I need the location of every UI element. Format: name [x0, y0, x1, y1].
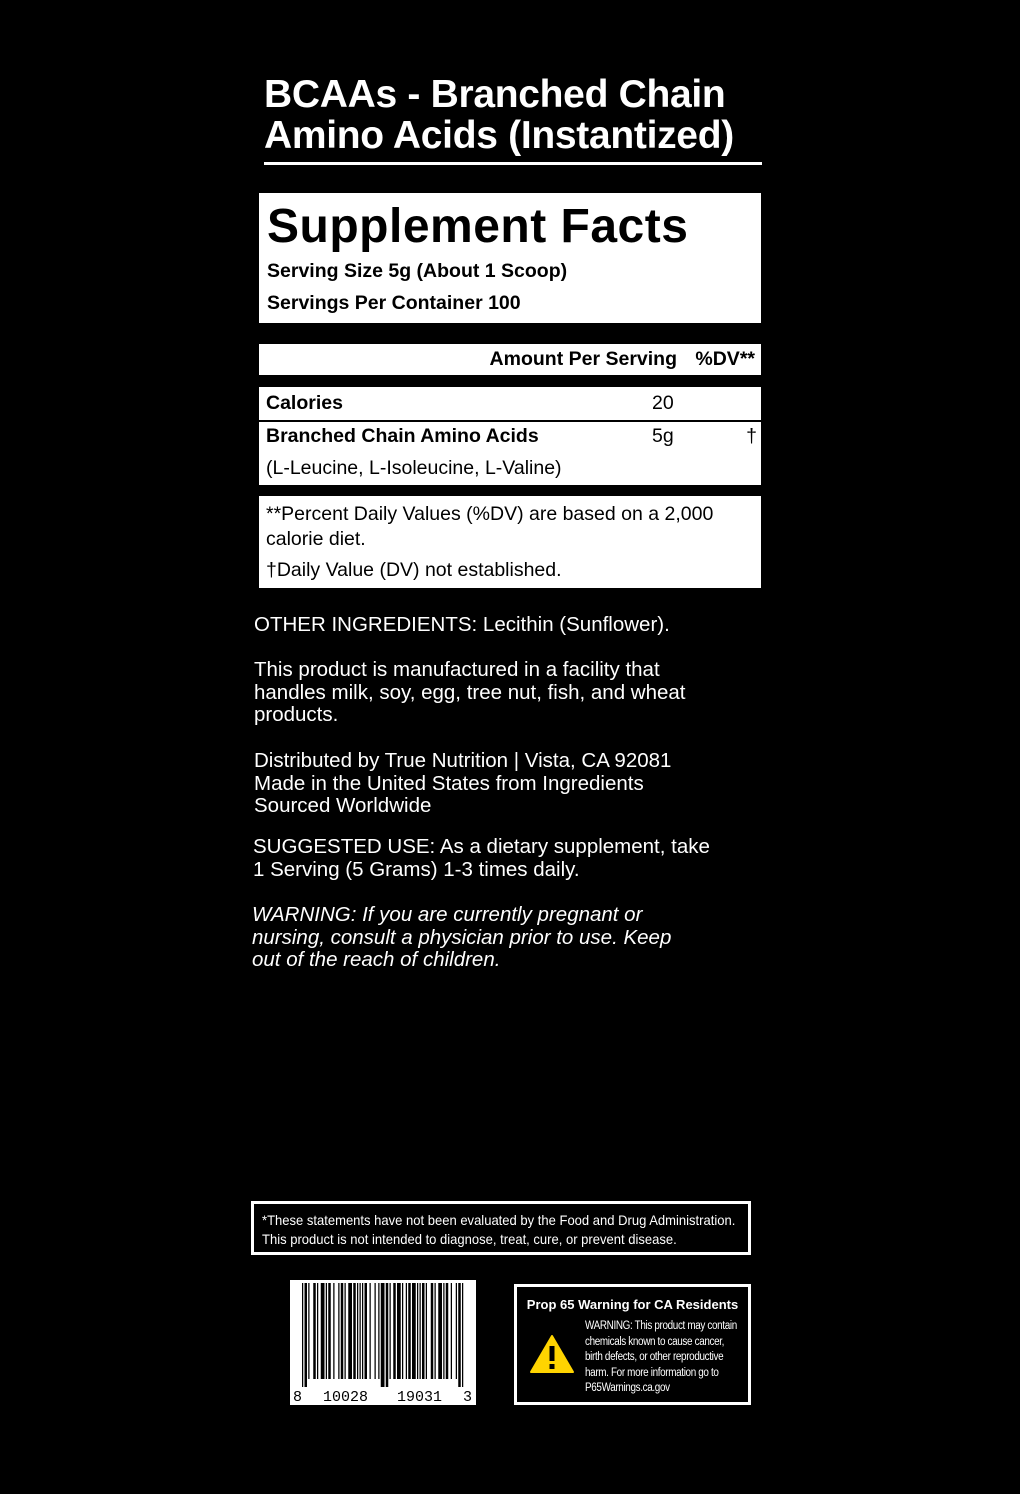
- barcode-bar: [435, 1283, 436, 1379]
- prop65-text: [585, 1319, 737, 1397]
- barcode-digit: 19031: [397, 1389, 443, 1405]
- barcode-bar: [426, 1283, 427, 1379]
- barcode-bar: [406, 1283, 407, 1379]
- distributor-line: Distributed by True Nutrition | Vista, CA 92081: [254, 749, 672, 772]
- nutrient-table: [259, 387, 761, 485]
- prop65-line: harm. For more information go to: [585, 1366, 719, 1379]
- barcode-bar: [375, 1283, 376, 1379]
- barcode-bar: [422, 1283, 425, 1379]
- product-title-line1: BCAAs - Branched Chain: [264, 73, 726, 116]
- barcode-bar: [353, 1283, 356, 1379]
- barcode-bar: [313, 1283, 316, 1379]
- amount-per-serving-header: Amount Per Serving: [489, 348, 677, 370]
- facts-footnotes: [259, 496, 761, 588]
- barcode-bar: [386, 1283, 389, 1387]
- suggested-use: [253, 836, 773, 881]
- barcode-graphic: [290, 1280, 476, 1405]
- product-title-line2: Amino Acids (Instantized): [264, 114, 734, 157]
- barcode-bar: [362, 1283, 363, 1379]
- supplement-facts-heading: Supplement Facts: [267, 200, 689, 253]
- distributor-line: Sourced Worldwide: [254, 794, 432, 817]
- warning-line: out of the reach of children.: [252, 948, 501, 971]
- barcode-bar: [408, 1283, 411, 1379]
- nutrient-amount: 5g: [652, 425, 674, 447]
- dv-header: %DV**: [695, 348, 755, 370]
- distributor-line: Made in the United States from Ingredients: [254, 771, 644, 795]
- barcode-bar: [302, 1283, 303, 1387]
- fda-disclaimer-line: This product is not intended to diagnose, treat, cure, or prevent disease.: [262, 1231, 677, 1247]
- suggested-use-line: SUGGESTED USE: As a dietary supplement, take: [253, 835, 710, 858]
- prop65-line: P65Warnings.ca.gov: [585, 1382, 670, 1395]
- barcode-bar: [378, 1283, 379, 1379]
- barcode-bar: [317, 1283, 318, 1379]
- barcode-bar: [458, 1283, 461, 1387]
- barcode-bar: [412, 1283, 416, 1379]
- barcode-bar: [321, 1283, 325, 1379]
- barcode-bar: [390, 1283, 391, 1379]
- other-ingredients: [254, 614, 774, 637]
- barcode-bar: [345, 1283, 346, 1379]
- allergen-line: This product is manufactured in a facility that: [254, 658, 660, 681]
- table-row: [259, 392, 761, 422]
- barcode-bar: [338, 1283, 339, 1379]
- distributor-info: [254, 750, 774, 818]
- allergen-statement: [254, 659, 774, 727]
- barcode-bar: [381, 1283, 385, 1387]
- barcode-bars: [302, 1283, 463, 1387]
- upc-barcode: [290, 1280, 476, 1405]
- barcode-bar: [328, 1283, 331, 1379]
- barcode-bar: [333, 1283, 334, 1379]
- barcode-bar: [443, 1283, 444, 1379]
- warning-line: nursing, consult a physician prior to use. Keep: [252, 925, 672, 949]
- barcode-bar: [438, 1283, 442, 1379]
- barcode-bar: [305, 1283, 308, 1387]
- footnote-dv: **Percent Daily Values (%DV) are based on a 2,000: [266, 503, 714, 525]
- servings-per-container: Servings Per Container 100: [267, 292, 521, 314]
- warning-line: WARNING: If you are currently pregnant or: [252, 903, 643, 926]
- barcode-bar: [420, 1283, 421, 1379]
- barcode-bar: [397, 1283, 401, 1379]
- barcode-digit: 8: [293, 1389, 303, 1405]
- warning-triangle-icon: [529, 1334, 575, 1374]
- barcode-bar: [348, 1283, 352, 1379]
- barcode-digit: 10028: [323, 1389, 369, 1405]
- nutrient-sub-ingredients: (L-Leucine, L-Isoleucine, L-Valine): [266, 457, 562, 479]
- barcode-bar: [446, 1283, 449, 1379]
- barcode-bar: [451, 1283, 452, 1379]
- prop65-line: WARNING: This product may contain: [585, 1320, 737, 1332]
- allergen-line: handles milk, soy, egg, tree nut, fish, and wheat: [254, 680, 686, 704]
- prop65-title: Prop 65 Warning for CA Residents: [526, 1297, 739, 1312]
- barcode-bar: [326, 1283, 327, 1379]
- other-ingredients-text: OTHER INGREDIENTS: Lecithin (Sunflower).: [254, 613, 670, 636]
- nutrient-dv: †: [746, 425, 757, 447]
- warning-statement: [252, 904, 772, 972]
- barcode-bar: [393, 1283, 396, 1379]
- allergen-line: products.: [254, 703, 339, 726]
- prop65-warning-box: [514, 1284, 751, 1405]
- barcode-bar: [365, 1283, 368, 1379]
- nutrient-name: Branched Chain Amino Acids: [266, 425, 539, 447]
- barcode-bar: [431, 1283, 434, 1379]
- barcode-bar: [462, 1283, 463, 1387]
- barcode-bar: [402, 1283, 403, 1379]
- supplement-facts-header: [259, 193, 761, 323]
- fda-disclaimer: [251, 1201, 751, 1255]
- fda-disclaimer-line: *These statements have not been evaluated by the Food and Drug Administration.: [262, 1212, 736, 1228]
- barcode-bar: [417, 1283, 418, 1379]
- barcode-bar: [341, 1283, 344, 1379]
- barcode-digit: 3: [463, 1389, 473, 1405]
- serving-size: Serving Size 5g (About 1 Scoop): [267, 260, 568, 282]
- barcode-bar: [456, 1283, 457, 1379]
- barcode-bar: [357, 1283, 358, 1379]
- amount-header-bar: [259, 344, 761, 375]
- prop65-line: chemicals known to cause cancer,: [585, 1335, 725, 1348]
- footnote-not-established: †Daily Value (DV) not established.: [266, 559, 562, 581]
- suggested-use-line: 1 Serving (5 Grams) 1-3 times daily.: [253, 857, 580, 881]
- nutrient-amount: 20: [652, 392, 674, 414]
- barcode-bar: [360, 1283, 361, 1379]
- footnote-dv-cont: calorie diet.: [266, 528, 366, 550]
- nutrient-name: Calories: [266, 392, 343, 414]
- prop65-line: birth defects, or other reproductive: [585, 1351, 724, 1364]
- barcode-bar: [370, 1283, 371, 1379]
- product-title: [264, 74, 762, 165]
- barcode-bar: [308, 1283, 309, 1379]
